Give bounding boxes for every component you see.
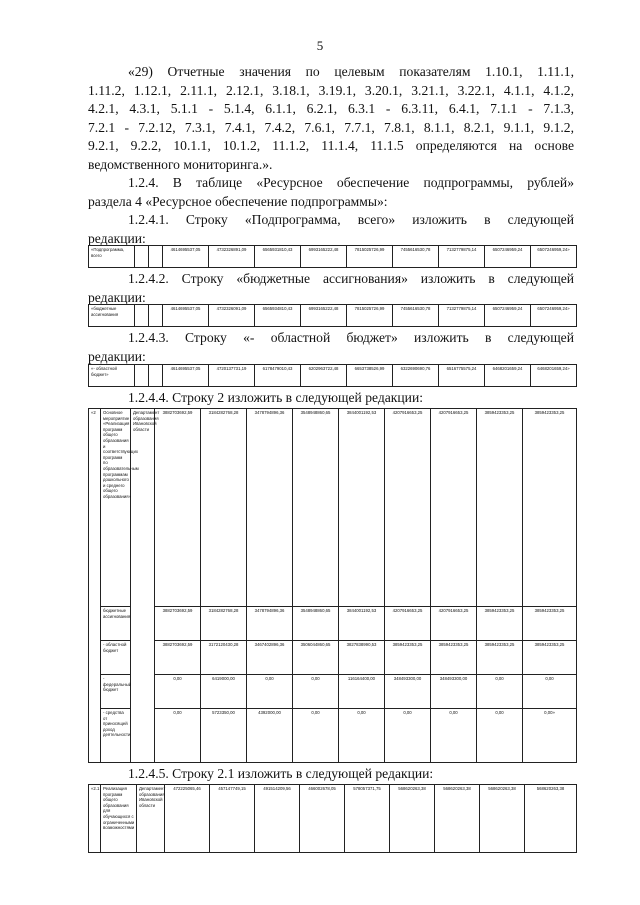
table-cell: 6565931810,43 bbox=[255, 246, 301, 268]
text-line: 1.11.2, 1.12.1, 2.11.1, 2.12.1, 3.18.1, 3.19.1, 3.20.1, 3.21.1, 3.22.1, 4.1.1, 4.1.2, bbox=[88, 82, 574, 98]
table-cell: 6468201659,24» bbox=[531, 365, 577, 387]
activity-name: Реализация программ общего образования для обучающихся с ограниченными возможностями bbox=[101, 785, 137, 853]
table-cell: 3172120430,28 bbox=[201, 641, 247, 675]
table-cell: 0,00 bbox=[293, 709, 339, 763]
table-cell: 3467402896,36 bbox=[247, 641, 293, 675]
table-cell: 0,00 bbox=[477, 709, 523, 763]
table-cell: 0,00 bbox=[385, 709, 431, 763]
table-cell: 4614695537,05 bbox=[163, 305, 209, 327]
executor: Департамент образования Ивановской области bbox=[137, 785, 165, 853]
row-label: «Подпрограмма, всего bbox=[89, 246, 135, 268]
paragraph-1-2-4-1 bbox=[88, 211, 574, 248]
table-cell: 3844001192,53 bbox=[339, 409, 385, 607]
table-cell: 7815025726,99 bbox=[347, 246, 393, 268]
table-subprogram-total bbox=[88, 245, 577, 268]
table-cell: 6322690690,76 bbox=[393, 365, 439, 387]
table-cell: 6507246959,24» bbox=[531, 246, 577, 268]
row-number: «2.1 bbox=[89, 785, 101, 853]
table-cell: 6507246959,24» bbox=[531, 305, 577, 327]
row-label: бюджетные ассигнования bbox=[101, 607, 131, 641]
table-cell: 3859423353,25 bbox=[477, 607, 523, 641]
table-cell: 6653738526,99 bbox=[347, 365, 393, 387]
table-cell: 3827838990,53 bbox=[339, 641, 385, 675]
table-cell: 0,00 bbox=[293, 675, 339, 709]
table-cell: 7132779875,14 bbox=[439, 305, 485, 327]
table-cell: 0,00» bbox=[523, 709, 577, 763]
row-label: «- областной бюджет» bbox=[89, 365, 135, 387]
table-cell: 0,00 bbox=[477, 675, 523, 709]
table-cell: 466002678,05 bbox=[300, 785, 345, 853]
table-cell: 3859423353,25 bbox=[523, 607, 577, 641]
table-cell: 4720137731,19 bbox=[209, 365, 255, 387]
table-cell: 472225065,46 bbox=[165, 785, 210, 853]
table-cell: 3184282768,28 bbox=[201, 409, 247, 607]
table-cell: 568620263,38 bbox=[390, 785, 435, 853]
paragraph-1-2-4-3 bbox=[88, 329, 574, 366]
table-cell: 568620263,38 bbox=[525, 785, 577, 853]
table-cell: 3882703692,59 bbox=[155, 641, 201, 675]
table-cell: 6507246959,24 bbox=[485, 305, 531, 327]
table-cell: 3548948860,65 bbox=[293, 409, 339, 607]
table-cell: 4207916653,25 bbox=[385, 607, 431, 641]
table-cell: 568620263,38 bbox=[435, 785, 480, 853]
paragraph-1-2-4-4 bbox=[88, 389, 574, 408]
text-line: 9.2.1, 9.2.2, 10.1.1, 10.1.2, 11.1.2, 11.1.4, 11.1.5 определяются на основе bbox=[88, 138, 574, 154]
table-cell: 6993165222,48 bbox=[301, 305, 347, 327]
table-cell: 3478794896,36 bbox=[247, 607, 293, 641]
text-line: редакции: bbox=[88, 348, 146, 364]
row-label: «бюджетные ассигнования bbox=[89, 305, 135, 327]
table-cell: 4732326891,09 bbox=[209, 246, 255, 268]
table-cell: 4614695537,05 bbox=[163, 365, 209, 387]
table-cell: 4207916653,25 bbox=[385, 409, 431, 607]
activity-name: Основное мероприятие «Реализация программ общего образования и соответствующих программ по образовательным программам дошкольного и среднего общего образования» bbox=[101, 409, 131, 607]
table-cell: 3882703692,59 bbox=[155, 409, 201, 607]
table-cell: 4614695537,05 bbox=[163, 246, 209, 268]
table-cell: 3506044860,65 bbox=[293, 641, 339, 675]
text-line: редакции: bbox=[88, 230, 146, 246]
paragraph-29 bbox=[88, 63, 574, 175]
table-cell: 116164400,00 bbox=[339, 675, 385, 709]
paragraph-1-2-4 bbox=[88, 174, 574, 211]
text-line: ведомственного мониторинга.». bbox=[88, 156, 273, 172]
table-cell: 3859423353,25 bbox=[523, 409, 577, 607]
text-line: раздела 4 «Ресурсное обеспечение подпрограммы»: bbox=[88, 193, 388, 209]
table-cell: 4392000,00 bbox=[247, 709, 293, 763]
table-regional-budget bbox=[88, 364, 577, 387]
table-cell: 6202963722,48 bbox=[301, 365, 347, 387]
table-cell: 3844001192,53 bbox=[339, 607, 385, 641]
table-cell: 6507246959,24 bbox=[485, 246, 531, 268]
text-line: 1.2.4.3. Строку «- областной бюджет» изложить в следующей bbox=[128, 330, 574, 345]
executor: Департамент образования Ивановской области bbox=[131, 409, 155, 763]
table-cell: 348493300,00 bbox=[431, 675, 477, 709]
paragraph-1-2-4-5 bbox=[88, 765, 574, 784]
table-cell: 7455616530,78 bbox=[393, 305, 439, 327]
table-cell: 3859423353,25 bbox=[431, 641, 477, 675]
text-line: 1.2.4. В таблице «Ресурсное обеспечение подпрограммы, рублей» bbox=[128, 175, 574, 190]
table-row-2-1 bbox=[88, 784, 577, 853]
table-cell: 3184282768,28 bbox=[201, 607, 247, 641]
table-cell: 4207916653,25 bbox=[431, 607, 477, 641]
table-cell: 4207916653,25 bbox=[431, 409, 477, 607]
table-cell: 0,00 bbox=[155, 675, 201, 709]
table-cell: 3859423353,25 bbox=[385, 641, 431, 675]
table-cell: 6419000,00 bbox=[201, 675, 247, 709]
table-budget-allocations bbox=[88, 304, 577, 327]
table-cell: 7132779875,14 bbox=[439, 246, 485, 268]
text-line: редакции: bbox=[88, 289, 146, 305]
table-cell: 6468201659,24 bbox=[485, 365, 531, 387]
table-cell: 5723350,00 bbox=[201, 709, 247, 763]
paragraph-1-2-4-2 bbox=[88, 270, 574, 307]
table-cell: 7815025726,99 bbox=[347, 305, 393, 327]
text-line: «29) Отчетные значения по целевым показателям 1.10.1, 1.11.1, bbox=[128, 64, 574, 79]
table-cell: 0,00 bbox=[247, 675, 293, 709]
text-line: 4.2.1, 4.3.1, 5.1.1 - 5.1.4, 6.1.1, 6.2.1, 6.3.1 - 6.3.11, 6.4.1, 7.1.1 - 7.1.3, bbox=[88, 101, 574, 117]
table-cell: 0,00 bbox=[155, 709, 201, 763]
row-number: «2 bbox=[89, 409, 101, 763]
row-label: - областной бюджет bbox=[101, 641, 131, 675]
table-cell: 7455616530,78 bbox=[393, 246, 439, 268]
table-cell: 4732326091,09 bbox=[209, 305, 255, 327]
page-number: 5 bbox=[316, 38, 324, 53]
row-label: - средства от приносящей доход деятельности bbox=[101, 709, 131, 763]
table-cell: 348493300,00 bbox=[385, 675, 431, 709]
table-cell: 3882703692,59 bbox=[155, 607, 201, 641]
table-cell: 578057371,75 bbox=[345, 785, 390, 853]
table-cell: 0,00 bbox=[339, 709, 385, 763]
table-cell: 6178479010,43 bbox=[255, 365, 301, 387]
table-cell: 3859423353,25 bbox=[477, 409, 523, 607]
table-cell: 457147749,15 bbox=[210, 785, 255, 853]
table-cell: 6993165222,48 bbox=[301, 246, 347, 268]
table-cell: 3859423353,25 bbox=[523, 641, 577, 675]
table-cell: 568620263,38 bbox=[480, 785, 525, 853]
table-cell: 6516775575,24 bbox=[439, 365, 485, 387]
table-cell: 3478794896,36 bbox=[247, 409, 293, 607]
table-cell: 0,00 bbox=[523, 675, 577, 709]
table-cell: 491514209,56 bbox=[255, 785, 300, 853]
table-cell: 6565934810,43 bbox=[255, 305, 301, 327]
table-row-2 bbox=[88, 408, 577, 763]
text-line: 1.2.4.5. Строку 2.1 изложить в следующей редакции: bbox=[128, 766, 434, 781]
text-line: 1.2.4.1. Строку «Подпрограмма, всего» изложить в следующей bbox=[128, 212, 574, 227]
row-label: - федеральный бюджет bbox=[101, 675, 131, 709]
text-line: 1.2.4.4. Строку 2 изложить в следующей редакции: bbox=[128, 390, 423, 405]
table-cell: 3859423353,25 bbox=[477, 641, 523, 675]
table-cell: 3548948860,65 bbox=[293, 607, 339, 641]
text-line: 1.2.4.2. Строку «бюджетные ассигнования» изложить в следующей bbox=[128, 271, 574, 286]
text-line: 7.2.1 - 7.2.12, 7.3.1, 7.4.1, 7.4.2, 7.6.1, 7.7.1, 7.8.1, 8.1.1, 8.2.1, 9.1.1, 9.1.2, bbox=[88, 119, 574, 135]
table-cell: 0,00 bbox=[431, 709, 477, 763]
